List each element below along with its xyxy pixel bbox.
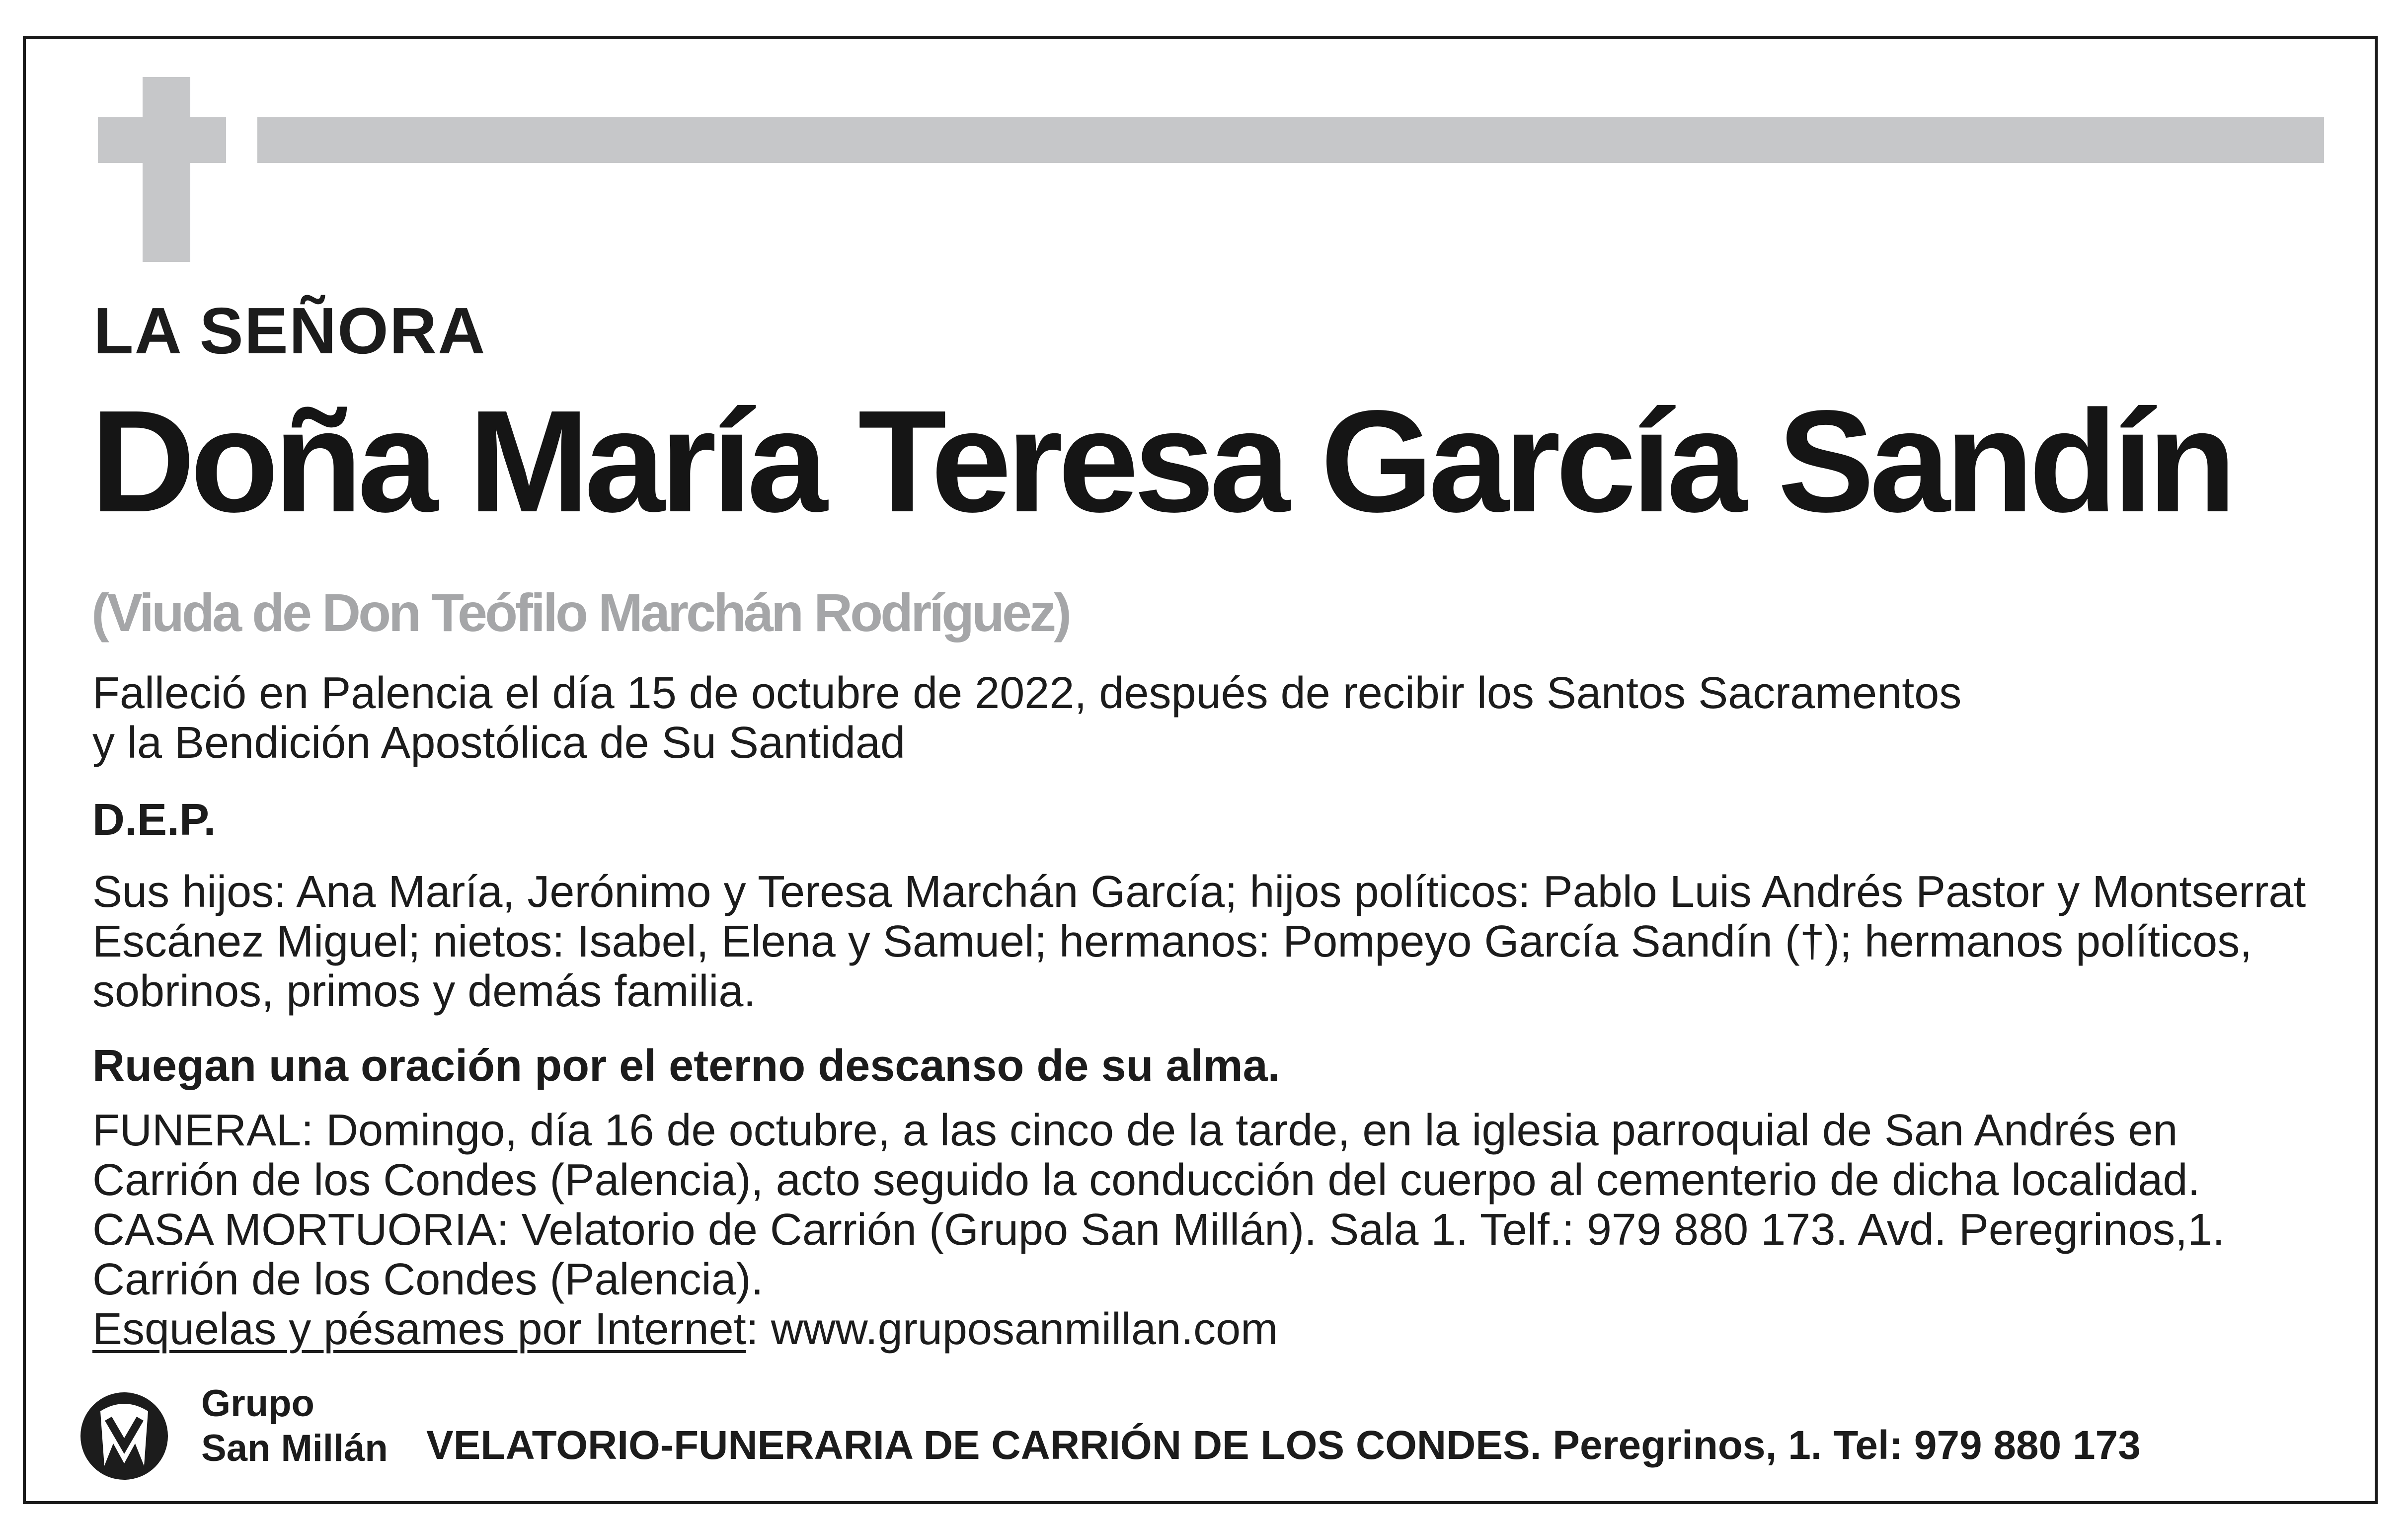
funeral-line: Carrión de los Condes (Palencia). [92,1255,764,1304]
web-separator: : [746,1304,771,1354]
grupo-san-millan-logo [79,1384,169,1491]
cross-icon-arm [98,117,226,163]
logo-line-grupo: Grupo [201,1382,314,1425]
family-line: Escánez Miguel; nietos: Isabel, Elena y Samuel; hermanos: Pompeyo García Sandín (†); hermanos políticos, [92,917,2253,966]
death-line: Falleció en Palencia el día 15 de octubre de 2022, después de recibir los Santos Sacramentos [92,668,1962,718]
funeral-details [92,1106,2225,1354]
logo-line-san-millan: San Millán [201,1427,388,1469]
dep-label: D.E.P. [92,795,216,845]
widow-note: (Viuda de Don Teófilo Marchán Rodríguez) [91,582,1070,642]
funeral-line: CASA MORTUORIA: Velatorio de Carrión (Grupo San Millán). Sala 1. Telf.: 979 880 173. Avd. Peregrinos,1. [92,1205,2225,1255]
funeral-line: FUNERAL: Domingo, día 16 de octubre, a las cinco de la tarde, en la iglesia parroquial de San Andrés en [92,1106,2178,1155]
deceased-name: Doña María Teresa García Sandín [90,380,2232,542]
prayer-request: Ruegan una oración por el eterno descanso de su alma. [92,1041,1280,1091]
header-bar [257,117,2324,163]
footer-address: VELATORIO-FUNERARIA DE CARRIÓN DE LOS CONDES. Peregrinos, 1. Tel: 979 880 173 [426,1423,2141,1468]
web-line [92,1304,2225,1354]
web-label[interactable]: Esquelas y pésames por Internet [92,1304,746,1354]
family-line: Sus hijos: Ana María, Jerónimo y Teresa Marchán García; hijos políticos: Pablo Luis Andrés Pastor y Montserrat [92,867,2306,917]
funeral-line: Carrión de los Condes (Palencia), acto seguido la conducción del cuerpo al cementerio de dicha localidad. [92,1155,2200,1205]
family-list [92,867,2306,1016]
cross-icon [143,77,190,262]
web-url[interactable]: www.gruposanmillan.com [771,1304,1278,1354]
death-announcement [92,668,1961,768]
family-line: sobrinos, primos y demás familia. [92,966,756,1016]
title-prefix: LA SEÑORA [93,294,486,367]
death-line: y la Bendición Apostólica de Su Santidad [92,718,906,768]
logo-text [201,1381,388,1471]
